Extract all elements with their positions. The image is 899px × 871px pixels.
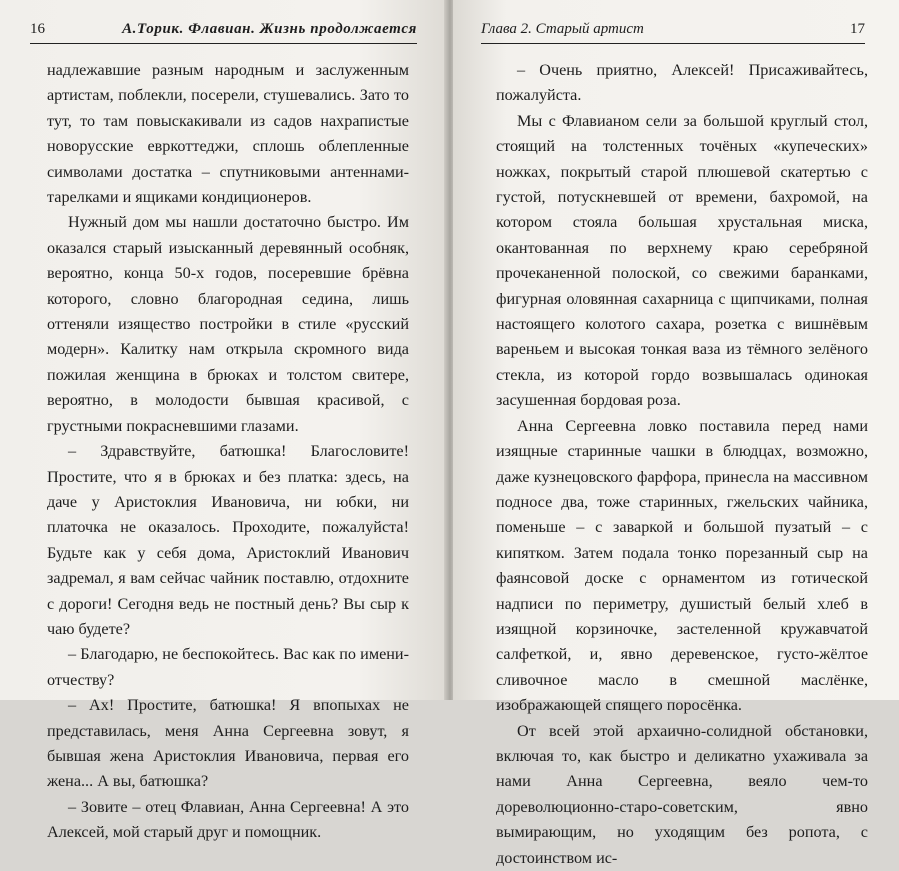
paragraph: Нужный дом мы нашли достаточно быстро. Им оказался старый изысканный деревянный особняк, вероятно, конца 50-х годов, посеревшие брёвна которого, словно благородная седина, лишь оттеняли изящество постройки в стиле «русский модерн». Калитку нам открыла скромного вида пожилая женщина в брюках и толстом свитере, вероятно, в молодости бывшая красивой, с грустными покрасневшими глазами. bbox=[47, 213, 409, 435]
right-body-text bbox=[496, 58, 868, 871]
paragraph: Мы с Флавианом сели за большой круглый стол, стоящий на толстенных точёных «купеческих» ножках, покрытый старой плюшевой скатертью с густой, потускневшей от времени, бахромой, на котором стояла большая хрустальная миска, окантованная по верхнему краю серебряной прочеканенной полоской, со свежими баранками, фигурная оловянная сахарница с щипчиками, полная настоящего колотого сахара, розетка с вишнёвым вареньем и высокая тонкая ваза из тёмного зелёного стекла, из которой гордо возвышалась одинокая засушенная бордовая роза. bbox=[496, 111, 868, 410]
header-rule bbox=[481, 43, 865, 44]
paragraph: Анна Сергеевна ловко поставила перед нами изящные старинные чашки в блюдцах, возможно, даже кузнецовского фарфора, принесла на массивном подносе два, тоже старинных, гжельских чайника, поменьше – с заваркой и большой пузатый – с кипятком. Затем подала тонко порезанный сыр на фаянсовой доске с орнаментом из готической надписи по периметру, душистый белый хлеб в изящной корзиночке, застеленной кружавчатой салфеткой, и, явно деревенское, густо-жёлтое сливочное масло в смешной маслёнке, изображающей спящего поросёнка. bbox=[496, 416, 868, 715]
left-running-head-title: А.Торик. Флавиан. Жизнь продолжается bbox=[122, 21, 417, 37]
paragraph: – Благодарю, не беспокойтесь. Вас как по имени-отчеству? bbox=[47, 645, 409, 689]
right-running-header bbox=[481, 18, 865, 44]
left-page bbox=[0, 0, 447, 842]
paragraph: – Здравствуйте, батюшка! Благословите! Простите, что я в брюках и без платка: здесь, на даче у Аристоклия Ивановича, ни юбки, ни платочка не оказалось. Проходите, пожалуйста! Будьте как у себя дома, Аристоклий Иванович задремал, я вам сейчас чайник поставлю, отдохните с дороги! Сегодня ведь не постный день? Вы сыр к чаю будете? bbox=[47, 442, 409, 638]
paragraph: надлежавшие разным народным и заслуженным артистам, поблекли, посерели, стушевались. Зато то тут, то там повыскакивали из садов нахрапистые новорусские евркоттеджи, сплошь облепленные символами достатка – спутниковыми антеннами-тарелками и ящиками кондиционеров. bbox=[47, 61, 409, 207]
right-page bbox=[453, 0, 899, 867]
left-running-header bbox=[30, 18, 417, 44]
paragraph: – Зовите – отец Флавиан, Анна Сергеевна! А это Алексей, мой старый друг и помощник. bbox=[47, 797, 409, 842]
right-page-number: 17 bbox=[850, 21, 865, 37]
paragraph: – Очень приятно, Алексей! Присаживайтесь, пожалуйста. bbox=[496, 61, 868, 105]
paragraph: От всей этой архаично-солидной обстановки, включая то, как быстро и деликатно ухаживала за нами Анна Сергеевна, веяло чем-то дореволюционно-старо-советским, явно вымирающим, но уходящим без ропота, с достоинством ис- bbox=[496, 721, 868, 867]
header-rule bbox=[30, 43, 417, 44]
left-body-text bbox=[47, 58, 409, 846]
paragraph: – Ах! Простите, батюшка! Я впопыхах не представилась, меня Анна Сергеевна зовут, я бывшая жена Аристоклия Ивановича, первая его жена... А вы, батюшка? bbox=[47, 696, 409, 791]
right-running-head-title: Глава 2. Старый артист bbox=[481, 21, 644, 37]
left-page-number: 16 bbox=[30, 21, 45, 37]
